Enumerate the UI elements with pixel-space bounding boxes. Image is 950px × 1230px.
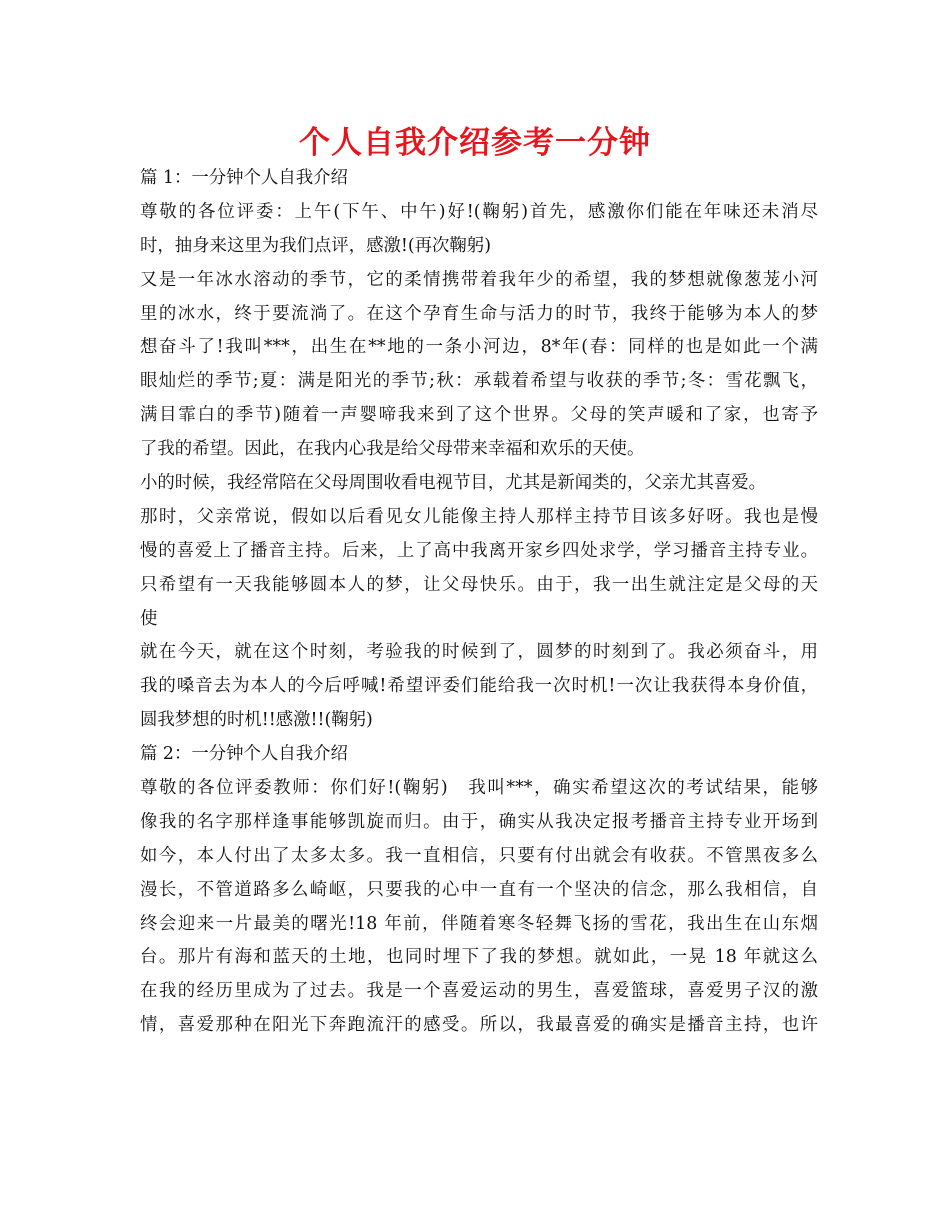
text-line: 满目霏白的季节)随着一声婴啼我来到了这个世界。父母的笑声暖和了家，也寄予 [140,405,818,426]
text-line: 像我的名字那样逢事能够凯旋而归。由于，确实从我决定报考播音主持专业开场到 [140,811,818,832]
text-line: 情，喜爱那种在阳光下奔跑流汗的感受。所以，我最喜爱的确实是播音主持，也许 [140,1015,818,1036]
text-line: 使 [140,608,158,629]
text-line: 尊敬的各位评委教师：你们好!(鞠躬) 我叫***，确实希望这次的考试结果，能够 [140,778,818,799]
text-line: 那时，父亲常说，假如以后看见女儿能像主持人那样主持节目该多好呀。我也是慢 [140,506,818,527]
text-line: 慢的喜爱上了播音主持。后来，上了高中我离开家乡四处求学，学习播音主持专业。 [140,540,818,561]
text-line: 想奋斗了!我叫***，出生在**地的一条小河边，8*年(春：同样的也是如此一个满 [140,337,818,358]
text-line: 如今，本人付出了太多太多。我一直相信，只要有付出就会有收获。不管黑夜多么 [140,845,818,866]
text-line: 小的时候，我经常陪在父母周围收看电视节目，尤其是新闻类的，父亲尤其喜爱。 [140,473,767,494]
text-line: 了我的希望。因此，在我内心我是给父母带来幸福和欢乐的天使。 [140,439,645,460]
document-title: 个人自我介绍参考一分钟 [299,125,651,161]
text-line: 台。那片有海和蓝天的土地，也同时埋下了我的梦想。就如此，一晃 18 年就这么 [140,947,818,968]
text-line: 篇 2：一分钟个人自我介绍 [140,744,348,765]
text-line: 篇 1：一分钟个人自我介绍 [140,168,348,188]
document-body [140,162,818,1043]
text-line: 里的冰水，终于要流淌了。在这个孕育生命与活力的时节，我终于能够为本人的梦 [140,303,818,324]
text-line: 就在今天，就在这个时刻，考验我的时候到了，圆梦的时刻到了。我必须奋斗，用 [140,642,818,663]
text-line: 我的嗓音去为本人的今后呼喊!希望评委们能给我一次时机!一次让我获得本身价值， [140,676,818,697]
text-line: 时，抽身来这里为我们点评，感激!(再次鞠躬) [140,235,491,256]
text-line: 圆我梦想的时机!!感激!!(鞠躬) [140,710,373,731]
text-line: 漫长，不管道路多么崎岖，只要我的心中一直有一个坚决的信念，那么我相信，自 [140,879,818,900]
text-line: 又是一年冰水溶动的季节，它的柔情携带着我年少的希望，我的梦想就像葱茏小河 [140,269,818,290]
text-line: 尊敬的各位评委：上午(下午、中午)好!(鞠躬)首先，感激你们能在年味还未消尽 [140,201,818,222]
text-line: 在我的经历里成为了过去。我是一个喜爱运动的男生，喜爱篮球，喜爱男子汉的激 [140,981,818,1002]
text-line: 只希望有一天我能够圆本人的梦，让父母快乐。由于，我一出生就注定是父母的天 [140,574,818,595]
text-line: 眼灿烂的季节;夏：满是阳光的季节;秋：承载着希望与收获的季节;冬：雪花飘飞， [140,371,818,392]
text-line: 终会迎来一片最美的曙光!18 年前，伴随着寒冬轻舞飞扬的雪花，我出生在山东烟 [140,913,818,934]
